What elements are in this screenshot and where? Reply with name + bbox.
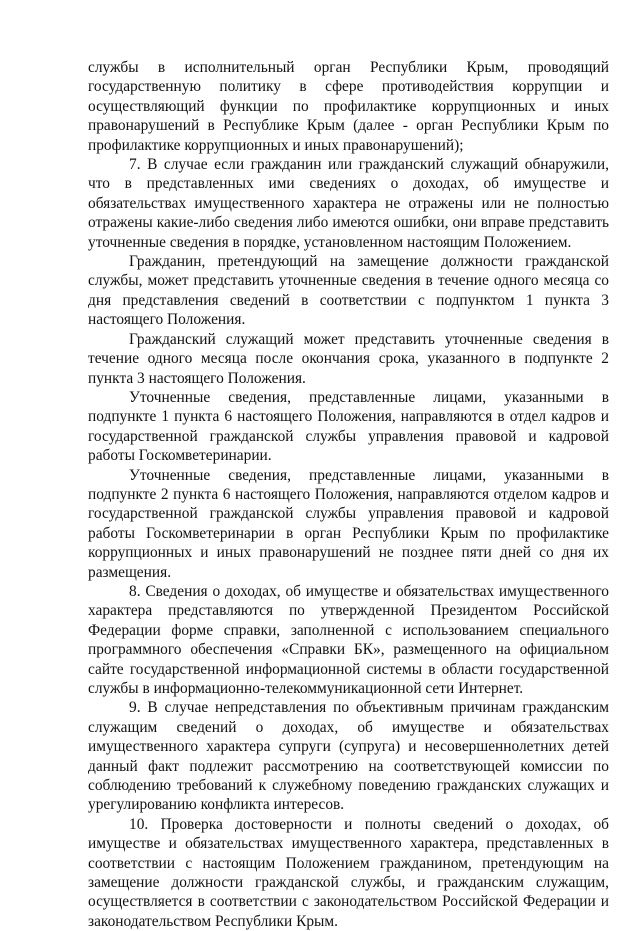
paragraph-clarification-routing-2: Уточненные сведения, представленные лицами, указанными в подпункте 2 пункта 6 настоящего Положения, направляются отделом кадров и государственной гражданской службы управления правовой и кадровой работы Госкомветеринарии в орган Республики Крым по профилактике коррупционных и иных правонарушений не позднее пяти дней со дня их размещения. — [88, 466, 609, 581]
paragraph-item-10: 10. Проверка достоверности и полноты сведений о доходах, об имуществе и обязательствах имущественного характера, представленных в соответствии с настоящим Положением гражданином, претендующим на замещение должности гражданской службы, и гражданским служащим, осуществляется в соответствии с законодательством Российской Федерации и законодательством Республики Крым. — [88, 815, 609, 930]
paragraph-applicant-clarification: Гражданин, претендующий на замещение должности гражданской службы, может представить уточненные сведения в течение одного месяца со дня представления сведений в соответствии с подпунктом 1 пункта 3 настоящего Положения. — [88, 253, 609, 329]
paragraph-item-9: 9. В случае непредставления по объективным причинам гражданским служащим сведений о доходах, об имуществе и обязательствах имущественного характера супруги (супруга) и несовершеннолетних детей данный факт подлежит рассмотрению на соответствующей комиссии по соблюдению требований к служебному поведению гражданских служащих и урегулированию конфликта интересов. — [88, 699, 609, 814]
paragraph-item-8: 8. Сведения о доходах, об имуществе и обязательствах имущественного характера представляются по утвержденной Президентом Российской Федерации форме справки, заполненной с использованием специального программного обеспечения «Справки БК», размещенного на официальном сайте государственной информационной системы в области государственной службы в информационно-телекоммуникационной сети Интернет. — [88, 582, 609, 697]
paragraph-item-7: 7. В случае если гражданин или гражданский служащий обнаружили, что в представленных ими сведениях о доходах, об имуществе и обязательствах имущественного характера не отражены или не полностью отражены какие-либо сведения либо имеются ошибки, они вправе представить уточненные сведения в порядке, установленном настоящим Положением. — [88, 156, 609, 251]
document-page — [88, 58, 609, 931]
paragraph-servant-clarification: Гражданский служащий может представить уточненные сведения в течение одного месяца после окончания срока, указанного в подпункте 2 пункта 3 настоящего Положения. — [88, 330, 609, 387]
paragraph-continuation: службы в исполнительный орган Республики Крым, проводящий государственную политику в сфере противодействия коррупции и осуществляющий функции по профилактике коррупционных и иных правонарушений в Республике Крым (далее - орган Республики Крым по профилактике коррупционных и иных правонарушений); — [88, 59, 609, 154]
paragraph-clarification-routing-1: Уточненные сведения, представленные лицами, указанными в подпункте 1 пункта 6 настоящего Положения, направляются в отдел кадров и государственной гражданской службы управления правовой и кадровой работы Госкомветеринарии. — [88, 388, 609, 465]
